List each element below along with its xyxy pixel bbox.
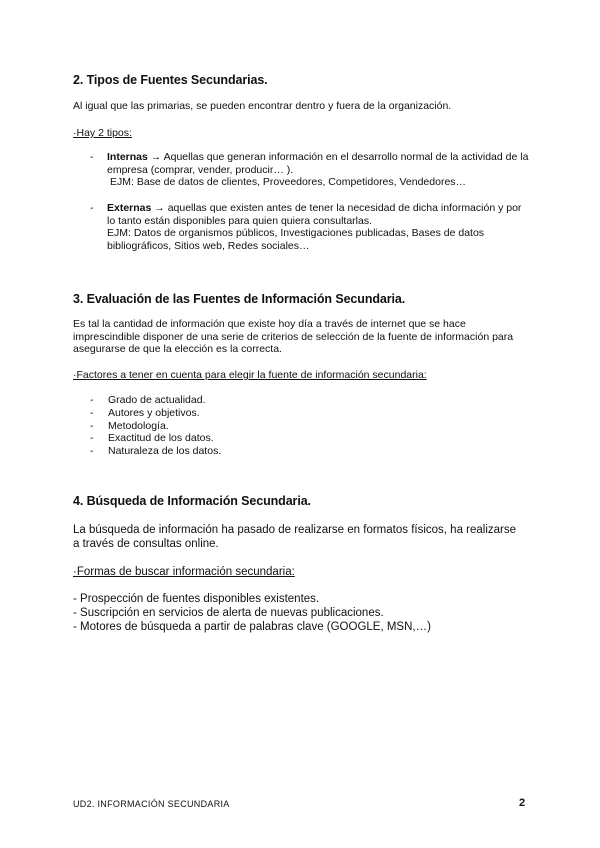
list-item: - Motores de búsqueda a partir de palabras clave (GOOGLE, MSN,…) [73,621,431,633]
list-item: - Naturaleza de los datos. [90,445,222,458]
example-externas: EJM: Datos de organismos públicos, Investigaciones publicadas, Bases de datos bibliográficos, Sitios web, Redes sociales… [107,227,485,252]
section-2-heading: 2. Tipos de Fuentes Secundarias. [73,73,268,87]
section-3-subhead: ·Factores a tener en cuenta para elegir la fuente de información secundaria: [73,369,427,381]
example-internas: EJM: Base de datos de clientes, Proveedores, Competidores, Vendedores… [110,176,467,188]
term-externas: Externas [107,202,152,214]
list-item: - Suscripción en servicios de alerta de nuevas publicaciones. [73,607,384,619]
list-item: - Autores y objetivos. [90,406,200,419]
section-4-intro: La búsqueda de información ha pasado de realizarse en formatos físicos, ha realizarse a través de consultas online. [73,524,517,550]
bullet-dash: - [90,151,94,163]
section-4-subhead: ·Formas de buscar información secundaria: [73,566,295,578]
list-item: - Prospección de fuentes disponibles existentes. [73,593,320,605]
term-internas: Internas [107,151,148,163]
section-2-intro: Al igual que las primarias, se pueden encontrar dentro y fuera de la organización. [73,100,452,112]
list-item: - Exactitud de los datos. [90,432,214,445]
section-4-heading: 4. Búsqueda de Información Secundaria. [73,494,311,508]
section-3-heading: 3. Evaluación de las Fuentes de Información Secundaria. [73,292,406,306]
desc-internas: → Aquellas que generan información en el desarrollo normal de la actividad de la empresa (comprar, vender, producir… ). [107,151,529,176]
list-item: - Grado de actualidad. [90,394,206,406]
footer-title: UD2. INFORMACIÓN SECUNDARIA [73,799,230,809]
factors-list [90,394,221,458]
list-item: - Metodología. [90,419,169,432]
section-2-subhead: ·Hay 2 tipos: [73,127,132,139]
page-number: 2 [519,797,526,809]
section-3-intro: Es tal la cantidad de información que existe hoy día a través de internet que se hace imprescindible disponer de una serie de criterios de selección de la fuente de información para asegurarse de que la elección es la correcta. [73,318,514,355]
bullet-dash: - [90,202,94,214]
bullet-internas [90,151,530,189]
search-ways-list [73,592,431,634]
bullet-externas [90,202,530,252]
desc-externas: → aquellas que existen antes de tener la necesidad de dicha información y por lo tanto están disponibles para quien quiera consultarlas. [107,202,522,227]
